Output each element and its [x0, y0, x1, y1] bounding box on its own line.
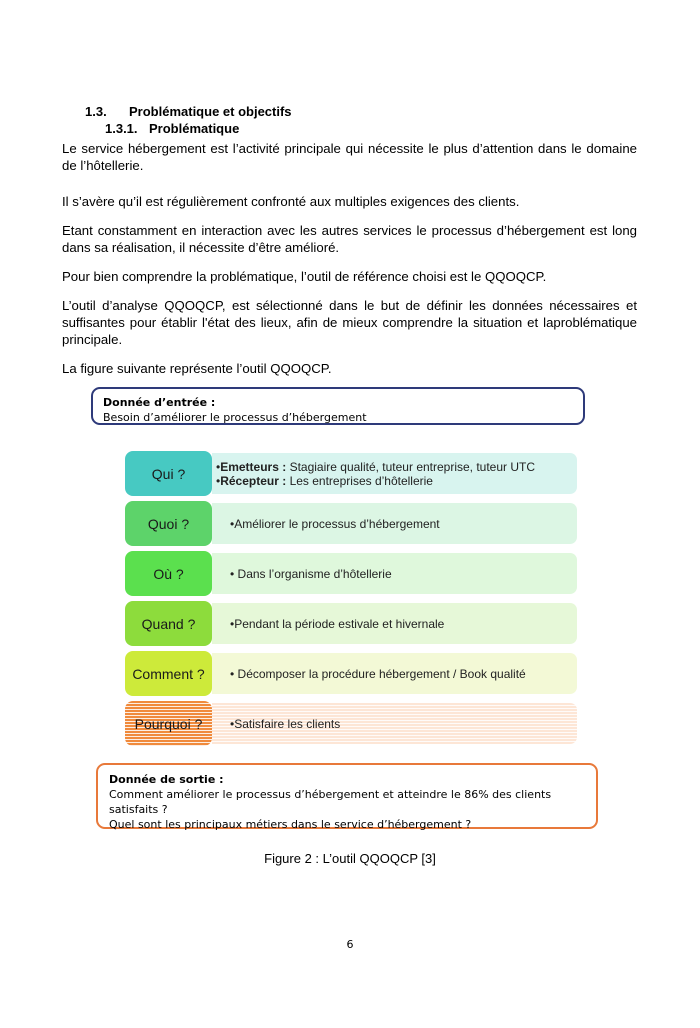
paragraph: Etant constamment en interaction avec les autres services le processus d’hébergement est long dans sa réalisation, il nécessite d’être amélioré. — [62, 223, 637, 255]
list-item: •Améliorer le processus d’hébergement — [230, 516, 440, 531]
output-box-title: Donnée de sortie : — [109, 773, 224, 786]
list-item: •Emetteurs : Stagiaire qualité, tuteur entreprise, tuteur UTC — [216, 459, 536, 474]
quoi-label: Quoi ? — [125, 501, 212, 546]
output-box-line: Quel sont les principaux métiers dans le service d’hébergement ? — [109, 818, 472, 831]
subsection-heading — [105, 121, 239, 136]
paragraph: Le service hébergement est l’activité principale qui nécessite le plus d’attention dans le domaine de l’hôtellerie. — [62, 141, 637, 173]
pourquoi-label: Pourquoi ? — [125, 701, 212, 746]
list-item: • Dans l’organisme d’hôtellerie — [230, 566, 392, 581]
item-text: Stagiaire qualité, tuteur entreprise, tuteur UTC — [286, 459, 536, 474]
item-text: Les entreprises d’hôtellerie — [286, 473, 433, 488]
item-text: Pendant la période estivale et hivernale — [234, 616, 445, 631]
paragraph: Il s’avère qu’il est régulièrement confronté aux multiples exigences des clients. — [62, 194, 520, 209]
qui-label: Qui ? — [125, 451, 212, 496]
item-text: Dans l’organisme d’hôtellerie — [237, 566, 392, 581]
pourquoi-band — [212, 703, 577, 744]
input-data-box — [91, 387, 585, 425]
paragraph: La figure suivante représente l’outil QQOQCP. — [62, 361, 332, 376]
list-item: •Pendant la période estivale et hivernale — [230, 616, 445, 631]
list-item: •Satisfaire les clients — [230, 716, 341, 731]
quand-label: Quand ? — [125, 601, 212, 646]
input-box-text: Besoin d’améliorer le processus d’hébergement — [103, 411, 367, 424]
item-text: Améliorer le processus d’hébergement — [234, 516, 440, 531]
figure-caption: Figure 2 : L’outil QQOQCP [3] — [264, 851, 436, 866]
list-item: • Décomposer la procédure hébergement / Book qualité — [230, 666, 526, 681]
output-box-line: Comment améliorer le processus d’hébergement et atteindre le 86% des clients satisfaits ? — [109, 788, 552, 816]
section-heading — [85, 104, 292, 119]
comment-band — [212, 653, 577, 694]
subsection-number: 1.3.1. — [105, 121, 138, 136]
item-text: Satisfaire les clients — [234, 716, 341, 731]
comment-label: Comment ? — [125, 651, 212, 696]
page-number: 6 — [346, 938, 354, 951]
subsection-title: Problématique — [149, 121, 240, 136]
ou-band — [212, 553, 577, 594]
quoi-band — [212, 503, 577, 544]
item-bold: Emetteurs : — [220, 459, 287, 474]
ou-label: Où ? — [125, 551, 212, 596]
item-text: Décomposer la procédure hébergement / Book qualité — [237, 666, 526, 681]
qui-band — [212, 453, 577, 494]
paragraph: Pour bien comprendre la problématique, l’outil de référence choisi est le QQOQCP. — [62, 269, 547, 284]
quand-band — [212, 603, 577, 644]
section-title: Problématique et objectifs — [129, 104, 292, 119]
output-data-box — [96, 763, 598, 829]
paragraph: L’outil d’analyse QQOQCP, est sélectionné dans le but de définir les données nécessaires et suffisantes pour établir l'état des lieux, afin de mieux comprendre la situation et laproblématique principale. — [62, 298, 637, 347]
item-bold: Récepteur : — [220, 473, 287, 488]
list-item: •Récepteur : Les entreprises d’hôtellerie — [216, 473, 433, 488]
section-number: 1.3. — [85, 104, 107, 119]
input-box-title: Donnée d’entrée : — [103, 396, 216, 409]
